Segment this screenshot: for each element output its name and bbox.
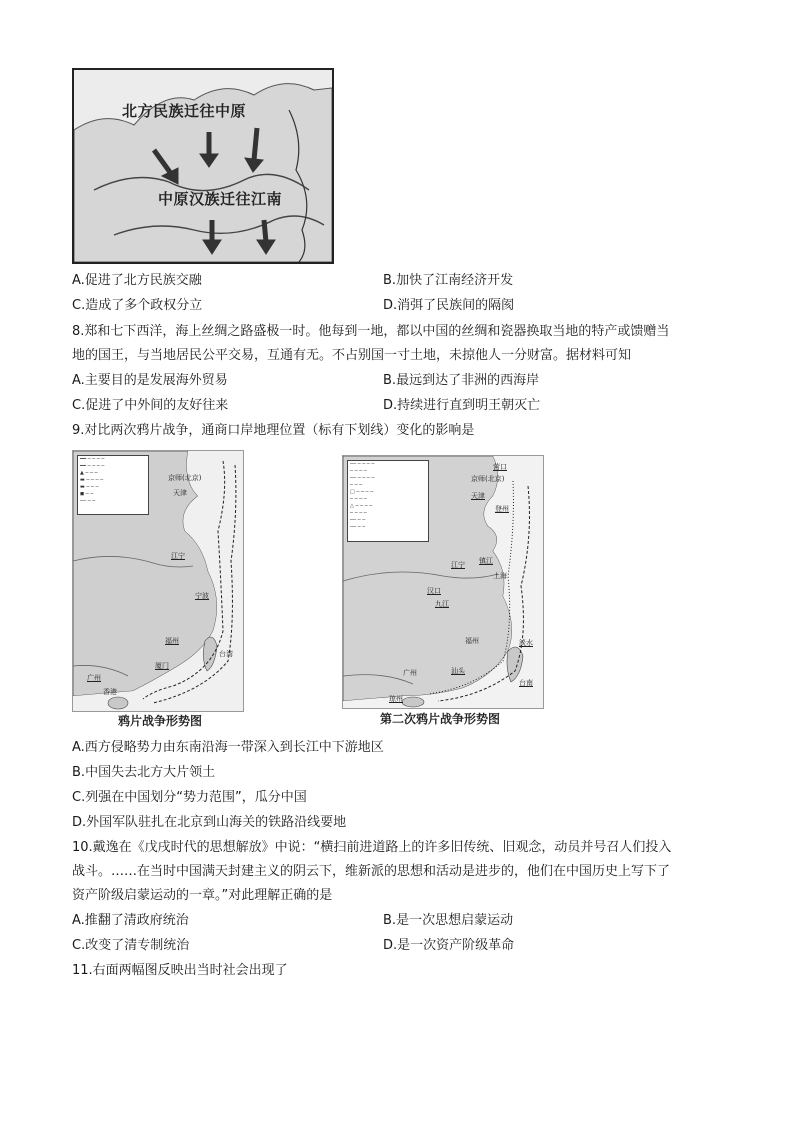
map2-city-dengzhou: 登州 — [495, 505, 509, 513]
q7-option-c[interactable] — [72, 297, 202, 315]
q7-option-c-letter: C. — [72, 298, 86, 313]
q9-option-d[interactable] — [72, 814, 346, 832]
q8-option-c-text: 促进了中外间的友好往来 — [85, 398, 229, 413]
map2-city-fuzhou: 福州 — [465, 637, 479, 645]
map1-city-guangzhou: 广州 — [87, 674, 101, 682]
q10-option-c-letter: C. — [72, 938, 86, 953]
q7-option-c-text: 造成了多个政权分立 — [85, 298, 203, 313]
map2-city-guangzhou: 广州 — [403, 669, 417, 677]
migration-map-figure — [72, 68, 334, 264]
q10-option-a-letter: A. — [72, 913, 85, 928]
q8-option-c[interactable] — [72, 397, 228, 415]
map1-city-jiangning: 江宁 — [171, 552, 185, 560]
q7-option-a[interactable] — [72, 272, 202, 290]
q8-stem-line-2: 地的国王，与当地居民公平交易，互通有无。不占别国一寸土地，未掠他人一分财富。据材料可知 — [72, 348, 632, 363]
q9-option-c-text: 列强在中国划分“势力范围”，瓜分中国 — [85, 790, 307, 805]
map2-city-jiujiang: 九江 — [435, 600, 449, 608]
q8-option-d-letter: D. — [383, 398, 398, 413]
q9-option-b-text: 中国失去北方大片领土 — [85, 765, 216, 780]
q10-stem-line-2: 战斗。……在当时中国满天封建主义的阴云下，维新派的思想和活动是进步的，他们在中国历史上写下了 — [72, 864, 671, 879]
q10-option-d-letter: D. — [383, 938, 398, 953]
first-opium-war-map — [72, 450, 244, 712]
map-label-south-migration: 中原汉族迁往江南 — [158, 190, 283, 208]
q8-option-d-text: 持续进行直到明王朝灭亡 — [397, 398, 541, 413]
first-map-legend: ━━ ─ ─ ─ ─ ━━ ─ ─ ─ ─ ▲ ─ ─ ─ ▬ ─ ─ ─ ─ ▬ ─ ─ ─ ◼ ─ ─ ── ─ ─ — [77, 455, 149, 515]
map2-city-jiangning: 江宁 — [451, 561, 465, 569]
q10-option-b-text: 是一次思想启蒙运动 — [396, 913, 514, 928]
q7-option-d[interactable] — [383, 297, 514, 315]
q10-option-a[interactable] — [72, 912, 189, 930]
map2-city-tianjin: 天津 — [471, 492, 485, 500]
q9-option-c[interactable] — [72, 789, 307, 807]
q8-option-c-letter: C. — [72, 398, 86, 413]
map1-city-taiwan: 台湾 — [219, 650, 233, 658]
q10-stem-line-3: 资产阶级启蒙运动的一章。”对此理解正确的是 — [72, 888, 333, 903]
map2-city-shanghai: 上海 — [493, 572, 507, 580]
q9-option-d-text: 外国军队驻扎在北京到山海关的铁路沿线要地 — [86, 815, 347, 830]
map2-city-beijing: 京师(北京) — [471, 475, 505, 483]
q7-option-b[interactable] — [383, 272, 513, 290]
map2-city-danshui: 淡水 — [519, 639, 533, 647]
q9-option-b[interactable] — [72, 764, 215, 782]
map2-city-shantou: 汕头 — [451, 667, 465, 675]
q7-option-d-letter: D. — [383, 298, 398, 313]
q7-option-a-text: 促进了北方民族交融 — [84, 273, 202, 288]
q7-option-b-text: 加快了江南经济开发 — [396, 273, 514, 288]
migration-map-drawing — [74, 70, 332, 262]
q9-option-d-letter: D. — [72, 815, 87, 830]
map2-city-qiongzhou: 琼州 — [389, 695, 403, 703]
q10-stem-line-1: 10.戴逸在《戊戌时代的思想解放》中说：“横扫前进道路上的许多旧传统、旧观念，动员并号召人们投入 — [72, 840, 672, 855]
first-opium-war-map-caption: 鸦片战争形势图 — [118, 714, 203, 728]
second-opium-war-map — [342, 455, 544, 709]
map2-city-hankou: 汉口 — [427, 587, 441, 595]
q8-option-d[interactable] — [383, 397, 540, 415]
q9-option-c-letter: C. — [72, 790, 86, 805]
q8-option-a-letter: A. — [72, 373, 85, 388]
map-label-north-migration: 北方民族迁往中原 — [122, 102, 247, 120]
q7-option-a-letter: A. — [72, 273, 85, 288]
q8-option-b[interactable] — [383, 372, 539, 390]
q8-stem-line-1: 8.郑和七下西洋，海上丝绸之路盛极一时。他每到一地，都以中国的丝绸和瓷器换取当地的特产或馈赠当 — [72, 324, 670, 339]
q9-option-a[interactable] — [72, 739, 384, 757]
map1-city-fuzhou: 福州 — [165, 637, 179, 645]
q9-stem: 9.对比两次鸦片战争，通商口岸地理位置（标有下划线）变化的影响是 — [72, 423, 475, 438]
map1-city-beijing: 京师(北京) — [168, 474, 202, 482]
q11-stem: 11.右面两幅图反映出当时社会出现了 — [72, 963, 288, 978]
map1-city-ningbo: 宁波 — [195, 592, 209, 600]
q10-option-d-text: 是一次资产阶级革命 — [397, 938, 515, 953]
q9-option-a-text: 西方侵略势力由东南沿海一带深入到长江中下游地区 — [84, 740, 384, 755]
q10-option-c-text: 改变了清专制统治 — [85, 938, 190, 953]
q9-option-b-letter: B. — [72, 765, 86, 780]
second-map-legend: ── ─ ─ ─ ─ ─ ─ ─ ─ ── ─ ─ ─ ─ ─ ─ ─ □ ─ ─ ─ ─ ─ ─ ─ ─ △ ─ ─ ─ ─ ─ ─ ─ ─ ── ─ ─ ── ─ ─ — [347, 460, 429, 542]
q10-option-d[interactable] — [383, 937, 514, 955]
second-opium-war-map-caption: 第二次鸦片战争形势图 — [380, 712, 501, 726]
map2-city-zhenjiang: 镇江 — [479, 557, 493, 565]
map1-city-xiamen: 厦门 — [155, 662, 169, 670]
map1-city-hongkong: 香港 — [103, 688, 117, 696]
q8-option-a[interactable] — [72, 372, 228, 390]
q10-option-b[interactable] — [383, 912, 513, 930]
q7-option-b-letter: B. — [383, 273, 397, 288]
q10-option-a-text: 推翻了清政府统治 — [84, 913, 189, 928]
q9-option-a-letter: A. — [72, 740, 85, 755]
q7-option-d-text: 消弭了民族间的隔阂 — [397, 298, 515, 313]
q8-option-b-letter: B. — [383, 373, 397, 388]
q8-option-a-text: 主要目的是发展海外贸易 — [84, 373, 228, 388]
q10-option-b-letter: B. — [383, 913, 397, 928]
q10-option-c[interactable] — [72, 937, 189, 955]
map2-city-tainan: 台南 — [519, 679, 533, 687]
map1-city-tianjin: 天津 — [173, 489, 187, 497]
map2-city-yingkou: 营口 — [493, 463, 507, 471]
q8-option-b-text: 最远到达了非洲的西海岸 — [396, 373, 540, 388]
